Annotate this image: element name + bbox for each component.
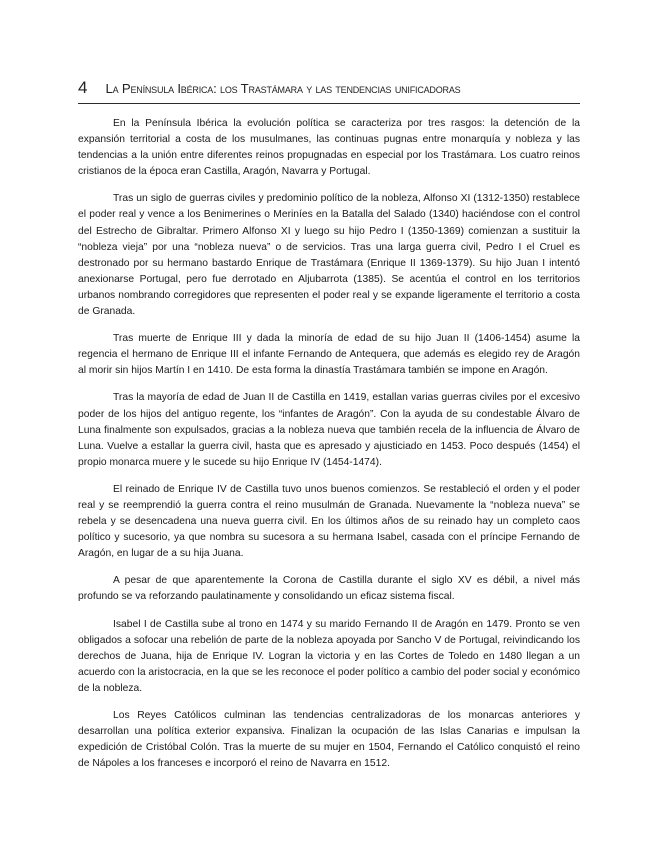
- paragraph-alfonso-xi: Tras un siglo de guerras civiles y predominio político de la nobleza, Alfonso XI (1312-1350) restablece el poder real y vence a los Benimerines o Meriníes en la Batalla del Salado (1340) haciéndose con el control del Estrecho de Gibraltar. Primero Alfonso XI y luego su hijo Pedro I (1350-1369) comienzan a sustituir la “nobleza vieja” por una “nobleza nueva” o de servicios. Tras una larga guerra civil, Pedro I el Cruel es destronado por su hermano bastardo Enrique de Trastámara (Enrique II 1369-1379). Su hijo Juan I intentó anexionarse Portugal, pero fue derrotado en Aljubarrota (1385). Se acentúa el control en los territorios urbanos nombrando corregidores que representen el poder real y se expande ligeramente el territorio a costa de Granada.: [78, 193, 580, 318]
- paragraph-juan-ii-regency: Tras muerte de Enrique III y dada la minoría de edad de su hijo Juan II (1406-1454) asume la regencia el hermano de Enrique III el infante Fernando de Antequera, que además es elegido rey de Aragón al morir sin hijos Martín I en 1410. De esta forma la dinastía Trastámara también se impone en Aragón.: [78, 333, 580, 377]
- paragraph-enrique-iv: El reinado de Enrique IV de Castilla tuvo unos buenos comienzos. Se restableció el orden y el poder real y se reemprendió la guerra contra el reino musulmán de Granada. Nuevamente la “nobleza nueva” se rebela y se desencadena una nueva guerra civil. En los últimos años de su reinado hay un completo caos político y sucesorio, ya que nombra su sucesora a su hermana Isabel, casada con el príncipe Fernando de Aragón, en lugar de a su hija Juana.: [78, 483, 580, 560]
- paragraph-reyes-catolicos: Los Reyes Católicos culminan las tendencias centralizadoras de los monarcas anteriores y desarrollan una política exterior expansiva. Finalizan la ocupación de las Islas Canarias e impulsan la expedición de Cristóbal Colón. Tras la muerte de su mujer en 1504, Fernando el Católico conquistó el reino de Nápoles a los franceses e incorporó el reino de Navarra en 1512.: [78, 710, 580, 770]
- paragraph-isabel-fernando: Isabel I de Castilla sube al trono en 1474 y su marido Fernando II de Aragón en 1479. Pronto se ven obligados a sofocar una rebelión de parte de la nobleza apoyada por Sancho V de Portugal, reivindicando los derechos de Juana, hija de Enrique IV. Logran la victoria y en las Cortes de Toledo en 1480 llegan a un acuerdo con la aristocracia, en la que se les reconoce el poder político a cambio del poder social y económico de la nobleza.: [78, 618, 580, 694]
- section-heading: [78, 78, 580, 104]
- paragraph-castilla-fiscal: A pesar de que aparentemente la Corona de Castilla durante el siglo XV es débil, a nivel más profundo se va reforzando paulatinamente y consolidando un eficaz sistema fiscal.: [78, 575, 580, 603]
- section-number: 4: [78, 78, 88, 97]
- paragraph-intro: En la Península Ibérica la evolución política se caracteriza por tres rasgos: la detención de la expansión territorial a costa de los musulmanes, las continuas pugnas entre monarquía y nobleza y las tendencias a la unión entre diferentes reinos propugnadas en especial por los Trastámara. Los cuatro reinos cristianos de la época eran Castilla, Aragón, Navarra y Portugal.: [78, 118, 580, 178]
- section-title: La Península Ibérica: los Trastámara y las tendencias unificadoras: [105, 81, 461, 96]
- paragraph-juan-ii-civil-wars: Tras la mayoría de edad de Juan II de Castilla en 1419, estallan varias guerras civiles por el excesivo poder de los hijos del antiguo regente, los “infantes de Aragón”. Con la ayuda de su condestable Álvaro de Luna finalmente son expulsados, gracias a la nobleza nueva que también recela de la influencia de Álvaro de Luna. Vuelve a estallar la guerra civil, hasta que es apresado y ajusticiado en 1453. Poco después (1454) el propio monarca muere y le sucede su hijo Enrique IV (1454-1474).: [78, 392, 580, 468]
